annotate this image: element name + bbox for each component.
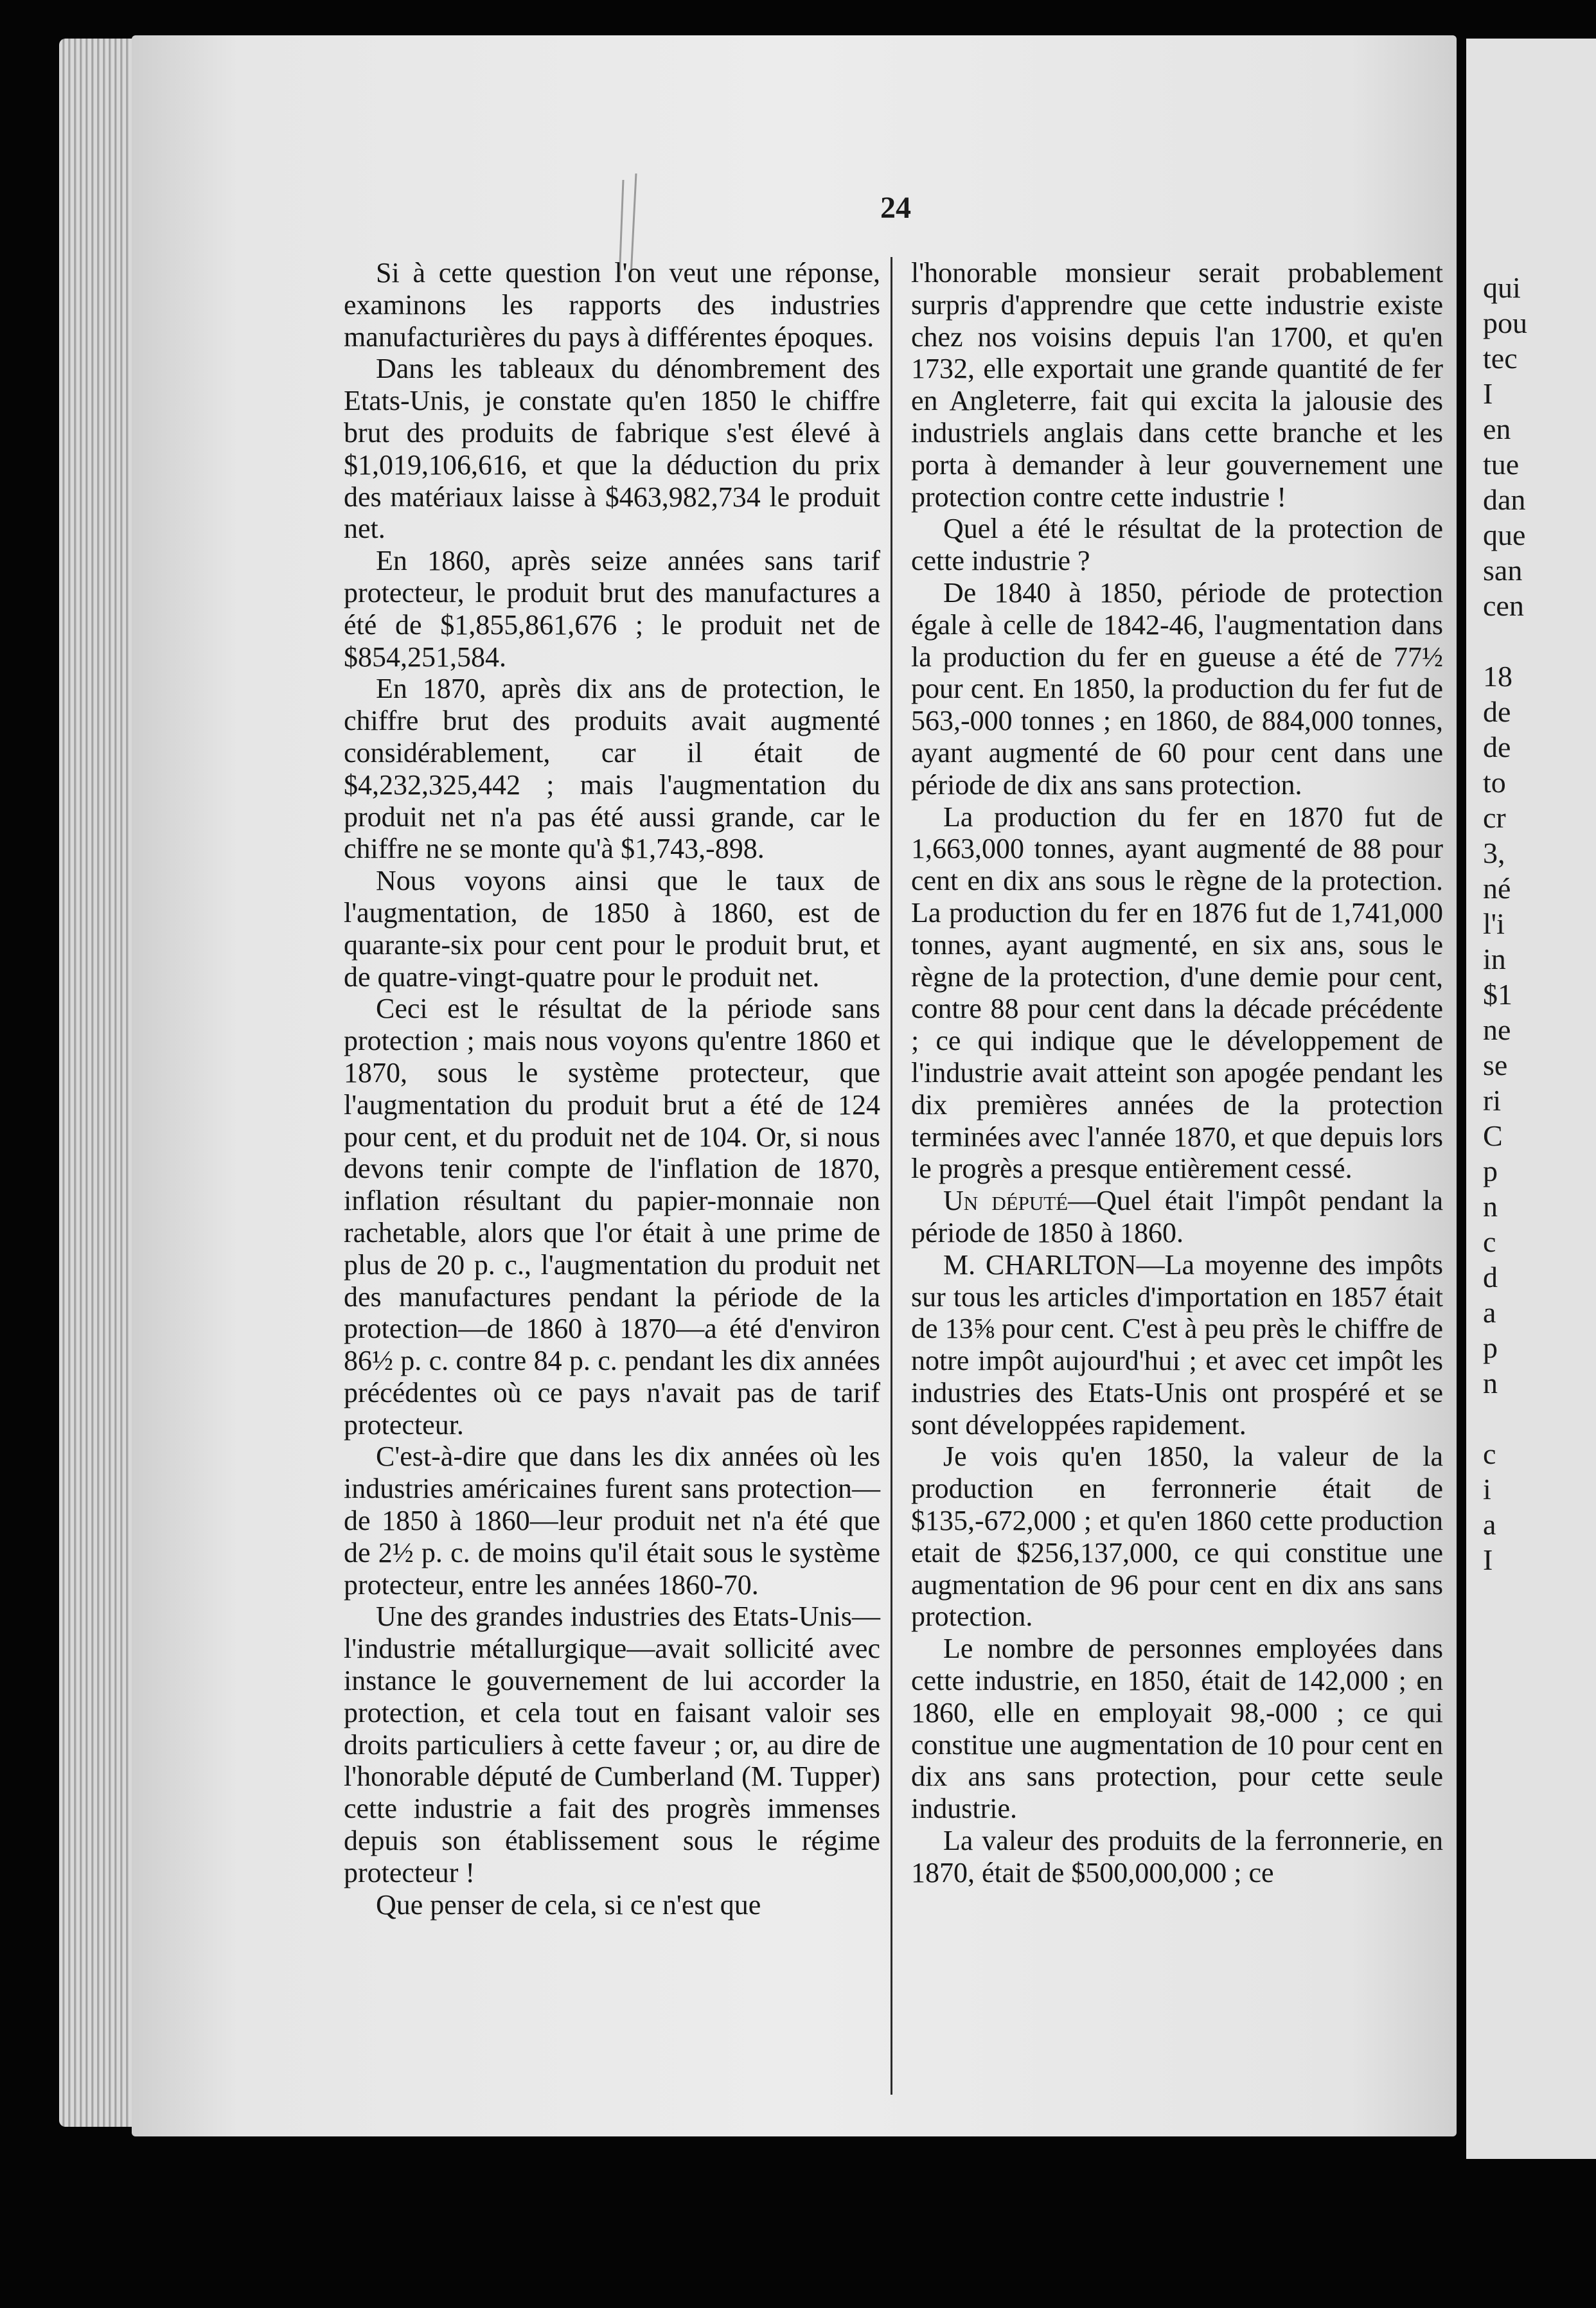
paragraph: Ceci est le résultat de la période sans protection ; mais nous voyons qu'entre 1860 et 1870, sous le système protecteur, que l'augmentation du produit brut a été de 124 pour cent, et du produit net de 104. Or, si nous devons tenir compte de l'inflation de 1870, inflation résultant du papier-monnaie non rachetable, alors que l'or était à une prime de plus de 20 p. c., l'augmentation du produit net des manufactures pendant la période de la protection—de 1860 à 1870—a été d'environ 86½ p. c. contre 84 p. c. pendant les dix années précédentes où ce pays n'avait pas de tarif protecteur.: [344, 993, 880, 1441]
speaker-text: —La moyenne des impôts sur tous les articles d'importation en 1857 était de 13⅝ pour cent. C'est à peu près le chiffre de notre impôt aujourd'hui ; et avec cet impôt les industries des Etats-Unis ont prospéré et se sont développées rapidement.: [911, 1248, 1443, 1441]
adjacent-page-text: c: [1483, 1437, 1496, 1470]
adjacent-page-text: in: [1483, 943, 1506, 975]
paragraph: Que penser de cela, si ce n'est que: [376, 1888, 761, 1921]
paragraph: Nous voyons ainsi que le taux de l'augmentation, de 1850 à 1860, est de quarante-six pour cent pour le produit brut, et de quatre-vingt-quatre pour le produit net.: [344, 865, 880, 993]
page-number: 24: [880, 191, 911, 225]
adjacent-page-text: a: [1483, 1508, 1496, 1541]
adjacent-page-text: n: [1483, 1190, 1498, 1223]
adjacent-page-text: a: [1483, 1296, 1496, 1329]
adjacent-page-text: $1: [1483, 978, 1512, 1011]
adjacent-page-text: I: [1483, 1543, 1493, 1576]
adjacent-page-text: 18: [1483, 660, 1512, 693]
adjacent-page-text: né: [1483, 872, 1511, 905]
adjacent-page-text: cen: [1483, 589, 1524, 622]
answer-paragraph: [911, 1249, 1443, 1441]
adjacent-page-text: pou: [1483, 306, 1527, 339]
adjacent-page-text: [1466, 1401, 1596, 1436]
paragraph: En 1870, après dix ans de protection, le chiffre brut des produits avait augmenté considérablement, car il était de $4,232,325,442 ; mais l'augmentation du produit net n'a pas été aussi grande, car le chiffre ne se monte qu'à $1,743,-898.: [344, 673, 880, 865]
paragraph: C'est-à-dire que dans les dix années où les industries américaines furent sans protection—de 1850 à 1860—leur produit net n'a été que de 2½ p. c. de moins qu'il était sous le système protecteur, entre les années 1860-70.: [344, 1441, 880, 1601]
paragraph-continuation: l'honorable monsieur serait probablement surpris d'apprendre que cette industrie existe chez nos voisins depuis l'an 1700, et qu'en 1732, elle exportait une grande quantité de fer en Angleterre, fait qui excita la jalousie des industriels anglais dans cette branche et les porta à demander à leur gouvernement une protection contre cette industrie !: [911, 257, 1443, 513]
adjacent-page-text: to: [1483, 766, 1506, 799]
adjacent-page-text: [1466, 623, 1596, 659]
adjacent-page-text: ne: [1483, 1013, 1511, 1046]
adjacent-page-text: C: [1483, 1119, 1503, 1152]
adjacent-page-text: ri: [1483, 1084, 1502, 1117]
paragraph: Le nombre de personnes employées dans cette industrie, en 1850, était de 142,000 ; en 1860, elle en employait 98,-000 ; ce qui constitue une augmentation de 10 pour cent en dix ans sans protection, pour cette seule industrie.: [911, 1633, 1443, 1825]
paragraph: Je vois qu'en 1850, la valeur de la production en ferronnerie était de $135,-672,000 ; et qu'en 1860 cette production etait de $256,137,000, ce qui constitue une augmentation de 96 pour cent en dix ans sans protection.: [911, 1441, 1443, 1633]
adjacent-page-text: p: [1483, 1155, 1498, 1187]
column-divider: [891, 257, 892, 2095]
paragraph: La production du fer en 1870 fut de 1,663,000 tonnes, ayant augmenté de 88 pour cent en dix ans sous le règne de la protection. La production du fer en 1876 fut de 1,741,000 tonnes, ayant augmenté, en six ans, sous le règne de la protection, d'une demie pour cent, contre 88 pour cent dans la décade précédente ; ce qui indique que le développement de l'industrie avait atteint son apogée pendant les dix premières années de la protection terminées avec l'année 1870, et que depuis lors le progrès a presque entièrement cessé.: [911, 801, 1443, 1185]
adjacent-page-text: de: [1483, 731, 1511, 763]
adjacent-page-fragment: [1466, 39, 1596, 2159]
adjacent-page-text: d: [1483, 1261, 1498, 1293]
adjacent-page-text: que: [1483, 519, 1526, 551]
adjacent-page-text: tec: [1483, 342, 1518, 375]
right-column: [911, 257, 1443, 1889]
adjacent-page-text: de: [1483, 695, 1511, 728]
paragraph: En 1860, après seize années sans tarif protecteur, le produit brut des manufactures a été de $1,855,861,676 ; le produit net de $854,251,584.: [344, 545, 880, 673]
adjacent-page-text: I: [1483, 377, 1493, 410]
paragraph: La valeur des produits de la ferronnerie, en 1870, était de $500,000,000 ; ce: [911, 1825, 1443, 1888]
adjacent-page-text: c: [1483, 1225, 1496, 1258]
speaker-text: —Quel était l'impôt pendant la période de 1850 à 1860.: [911, 1185, 1443, 1248]
paragraph: Si à cette question l'on veut une réponse, examinons les rapports des industries manufacturières du pays à différentes époques.: [344, 257, 880, 353]
adjacent-page-text: tue: [1483, 448, 1520, 481]
paragraph: Une des grandes industries des Etats-Unis—l'industrie métallurgique—avait sollicité avec instance le gouvernement de lui accorder la protection, et cela tout en faisant valoir ses droits particuliers à cette faveur ; or, au dire de l'honorable député de Cumberland (M. Tupper) cette industrie a fait des progrès immenses depuis son établissement sous le régime protecteur !: [344, 1601, 880, 1888]
paragraph: Quel a été le résultat de la protection de cette industrie ?: [911, 513, 1443, 577]
speaker-name: Un député: [943, 1185, 1068, 1217]
adjacent-page-text: 3,: [1483, 837, 1505, 869]
adjacent-page-text: p: [1483, 1331, 1498, 1364]
question-paragraph: [911, 1185, 1443, 1249]
left-column: [344, 257, 880, 1921]
paragraph: De 1840 à 1850, période de protection égale à celle de 1842-46, l'augmentation dans la production du fer en gueuse a été de 77½ pour cent. En 1850, la production du fer fut de 563,-000 tonnes ; en 1860, de 884,000 tonnes, ayant augmenté de 60 pour cent dans une période de dix ans sans protection.: [911, 576, 1443, 801]
adjacent-page-text: en: [1483, 413, 1511, 445]
adjacent-page-text: qui: [1483, 271, 1521, 304]
adjacent-page-text: cr: [1483, 801, 1506, 834]
book-page-edges: [59, 39, 135, 2127]
adjacent-page-text: n: [1483, 1367, 1498, 1399]
adjacent-page-text: i: [1483, 1473, 1491, 1505]
adjacent-page-text: l'i: [1483, 907, 1505, 940]
adjacent-page-text: san: [1483, 554, 1523, 587]
adjacent-page-text: dan: [1483, 483, 1526, 516]
paragraph: Dans les tableaux du dénombrement des Etats-Unis, je constate qu'en 1850 le chiffre brut des produits de fabrique s'est élevé à $1,019,106,616, et que la déduction du prix des matériaux laisse à $463,982,734 le produit net.: [344, 353, 880, 545]
speaker-name: M. CHARLTON: [943, 1248, 1137, 1281]
adjacent-page-text: se: [1483, 1049, 1508, 1081]
